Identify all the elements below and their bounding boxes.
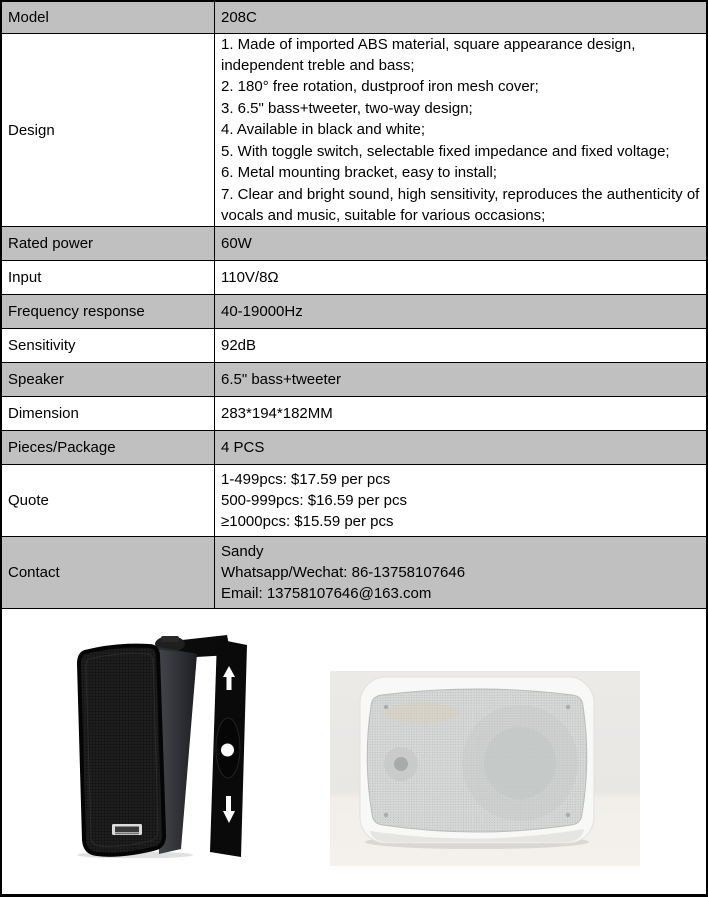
spec-label-dimension: Dimension	[2, 397, 215, 430]
spec-value-line: 92dB	[221, 337, 257, 354]
spec-value-rated-power	[215, 227, 706, 260]
spec-label-input: Input	[2, 261, 215, 294]
white-speaker-photo	[330, 671, 640, 866]
spec-value-model	[215, 2, 706, 33]
spec-value-design	[215, 34, 706, 226]
spec-label-sensitivity: Sensitivity	[2, 329, 215, 362]
spec-label-design: Design	[2, 34, 215, 226]
spec-row-frequency-response	[2, 295, 706, 329]
contact-whatsapp: Whatsapp/Wechat: 86-13758107646	[221, 564, 466, 581]
quote-tier-1: 1-499pcs: $17.59 per pcs	[221, 471, 391, 488]
spec-label-pieces-package: Pieces/Package	[2, 431, 215, 464]
spec-row-sensitivity	[2, 329, 706, 363]
spec-row-rated-power	[2, 227, 706, 261]
black-speaker-photo	[57, 628, 253, 858]
spec-row-speaker	[2, 363, 706, 397]
spec-value-frequency-response	[215, 295, 706, 328]
spec-label-quote: Quote	[2, 465, 215, 536]
spec-value-line: 40-19000Hz	[221, 303, 303, 320]
spec-row-dimension	[2, 397, 706, 431]
spec-row-quote	[2, 465, 706, 537]
spec-value-line: 4 PCS	[221, 439, 265, 456]
spec-table	[2, 2, 706, 609]
spec-value-line: 110V/8Ω	[221, 269, 279, 286]
contact-name: Sandy	[221, 543, 264, 560]
spec-value-line: 1. Made of imported ABS material, square appearance design, independent treble and bass;	[221, 35, 636, 75]
spec-value-line: 2. 180° free rotation, dustproof iron mesh cover;	[221, 78, 539, 96]
spec-value-sensitivity	[215, 329, 706, 362]
spec-label-speaker: Speaker	[2, 363, 215, 396]
spec-row-model	[2, 2, 706, 34]
spec-row-contact	[2, 537, 706, 609]
spec-value-dimension	[215, 397, 706, 430]
spec-label-contact: Contact	[2, 537, 215, 608]
spec-value-line: 3. 6.5" bass+tweeter, two-way design;	[221, 99, 473, 117]
spec-label-frequency-response: Frequency response	[2, 295, 215, 328]
spec-value-line: 283*194*182MM	[221, 405, 333, 422]
spec-value-line: 208C	[221, 9, 257, 26]
spec-value-quote	[215, 465, 706, 536]
quote-tier-3: ≥1000pcs: $15.59 per pcs	[221, 513, 394, 530]
spec-row-design	[2, 34, 706, 227]
spec-row-pieces-package	[2, 431, 706, 465]
spec-value-pieces-package	[215, 431, 706, 464]
spec-label-rated-power: Rated power	[2, 227, 215, 260]
spec-value-line: 60W	[221, 235, 252, 252]
spec-value-line: 4. Available in black and white;	[221, 121, 426, 139]
spec-value-line: 7. Clear and bright sound, high sensitivity, reproduces the authenticity of vocals and music, suitable for various occasions;	[221, 185, 700, 224]
spec-row-input	[2, 261, 706, 295]
spec-value-line: 6. Metal mounting bracket, easy to install;	[221, 164, 497, 182]
quote-tier-2: 500-999pcs: $16.59 per pcs	[221, 492, 407, 509]
spec-value-line: 5. With toggle switch, selectable fixed impedance and fixed voltage;	[221, 142, 670, 160]
spec-value-input	[215, 261, 706, 294]
contact-email: Email: 13758107646@163.com	[221, 585, 432, 602]
spec-value-speaker	[215, 363, 706, 396]
spec-label-model: Model	[2, 2, 215, 33]
spec-value-line: 6.5" bass+tweeter	[221, 371, 341, 388]
spec-value-contact	[215, 537, 706, 608]
product-photos	[2, 609, 706, 894]
